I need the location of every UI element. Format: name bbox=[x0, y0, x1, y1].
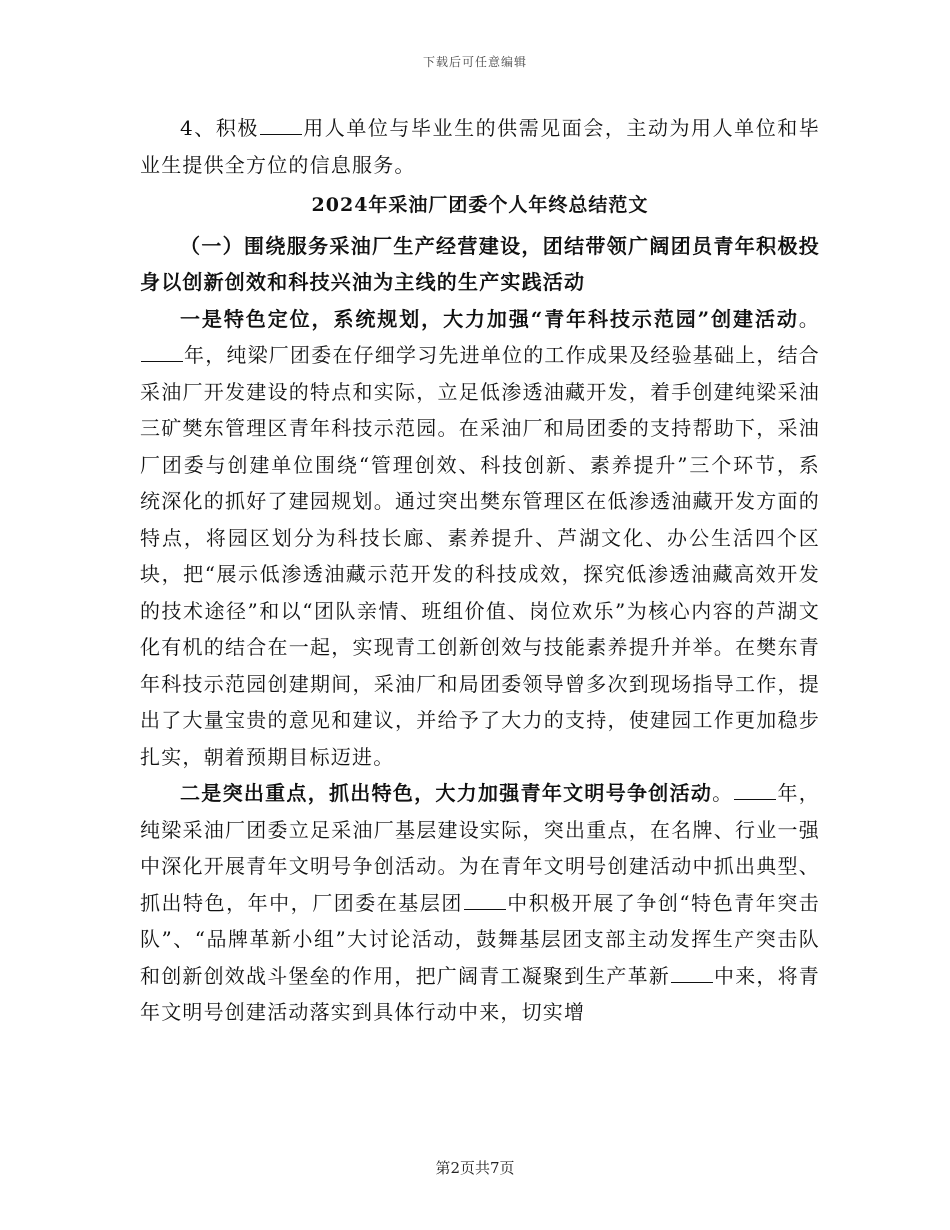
page-header: 下载后可任意编辑 bbox=[422, 55, 527, 69]
blank-underline bbox=[734, 778, 776, 800]
blank-underline bbox=[141, 340, 183, 362]
paragraph-lead: 二是突出重点，抓出特色，大力加强青年文明号争创活动 bbox=[180, 781, 713, 805]
page-footer: 第2页共7页 bbox=[435, 1159, 515, 1177]
paragraph-text: 年，纯梁厂团委在仔细学习先进单位的工作成果及经验基础上，结合采油厂开发建设的特点和实际，立足低渗透油藏开发，着手创建纯梁采油三矿樊东管理区青年科技示范园。在采油厂和局团委的支持帮助下，采油厂团委与创建单位围绕“管理创效、科技创新、素养提升”三个环节，系统深化的抓好了建园规划。通过突出樊东管理区在低渗透油藏开发方面的特点，将园区划分为科技长廊、素养提升、芦湖文化、办公生活四个区块，把“展示低渗透油藏示范开发的科技成效，探究低渗透油藏高效开发的技术途径”和以“团队亲情、班组价值、岗位欢乐”为核心内容的芦湖文化有机的结合在一起，实现青工创新创效与技能素养提升并举。在樊东青年科技示范园创建期间，采油厂和局团委领导曾多次到现场指导工作，提出了大量宝贵的意见和建议，并给予了大力的支持，使建园工作更加稳步扎实，朝着预期目标迈进。 bbox=[140, 343, 820, 769]
paragraph-item-4 bbox=[140, 110, 820, 183]
blank-underline bbox=[260, 113, 302, 135]
blank-underline bbox=[671, 961, 713, 983]
paragraph-text: 中积极开展了争创“特色青年突击队”、“品牌革新小组”大讨论活动，鼓舞基层团支部主动发挥生产突击队和创新创效战斗堡垒的作用，把广阔青工凝聚到生产革新 bbox=[140, 890, 820, 988]
section-heading: （一）围绕服务采油厂生产经营建设，团结带领广阔团员青年积极投身以创新创效和科技兴油为主线的生产实践活动 bbox=[140, 233, 820, 294]
paragraph-lead: 一是特色定位，系统规划，大力加强“青年科技示范园”创建活动 bbox=[180, 306, 799, 331]
blank-underline bbox=[464, 888, 506, 910]
paragraph-one bbox=[140, 301, 820, 776]
paragraph-text: 用人单位与毕业生的供需见面会，主动为用人单位和毕业生提供全方位的信息服务。 bbox=[140, 116, 820, 177]
paragraph-text: 中来，将青年文明号创建活动落实到具体行动中来，切实增 bbox=[140, 963, 820, 1024]
document-title: 2024年采油厂团委个人年终总结范文 bbox=[311, 194, 649, 216]
paragraph-text: 。 bbox=[798, 306, 820, 331]
paragraph-text: 。 bbox=[712, 781, 734, 805]
document-body bbox=[140, 110, 820, 1031]
paragraph-text: 4、积极 bbox=[180, 116, 259, 140]
paragraph-text: 年，纯梁采油厂团委立足采油厂基层建设实际，突出重点，在名牌、行业一强中深化开展青年文明号争创活动。为在青年文明号创建活动中抓出典型、抓出特色，年中，厂团委在基层团 bbox=[140, 781, 821, 915]
paragraph-two bbox=[140, 775, 820, 1031]
